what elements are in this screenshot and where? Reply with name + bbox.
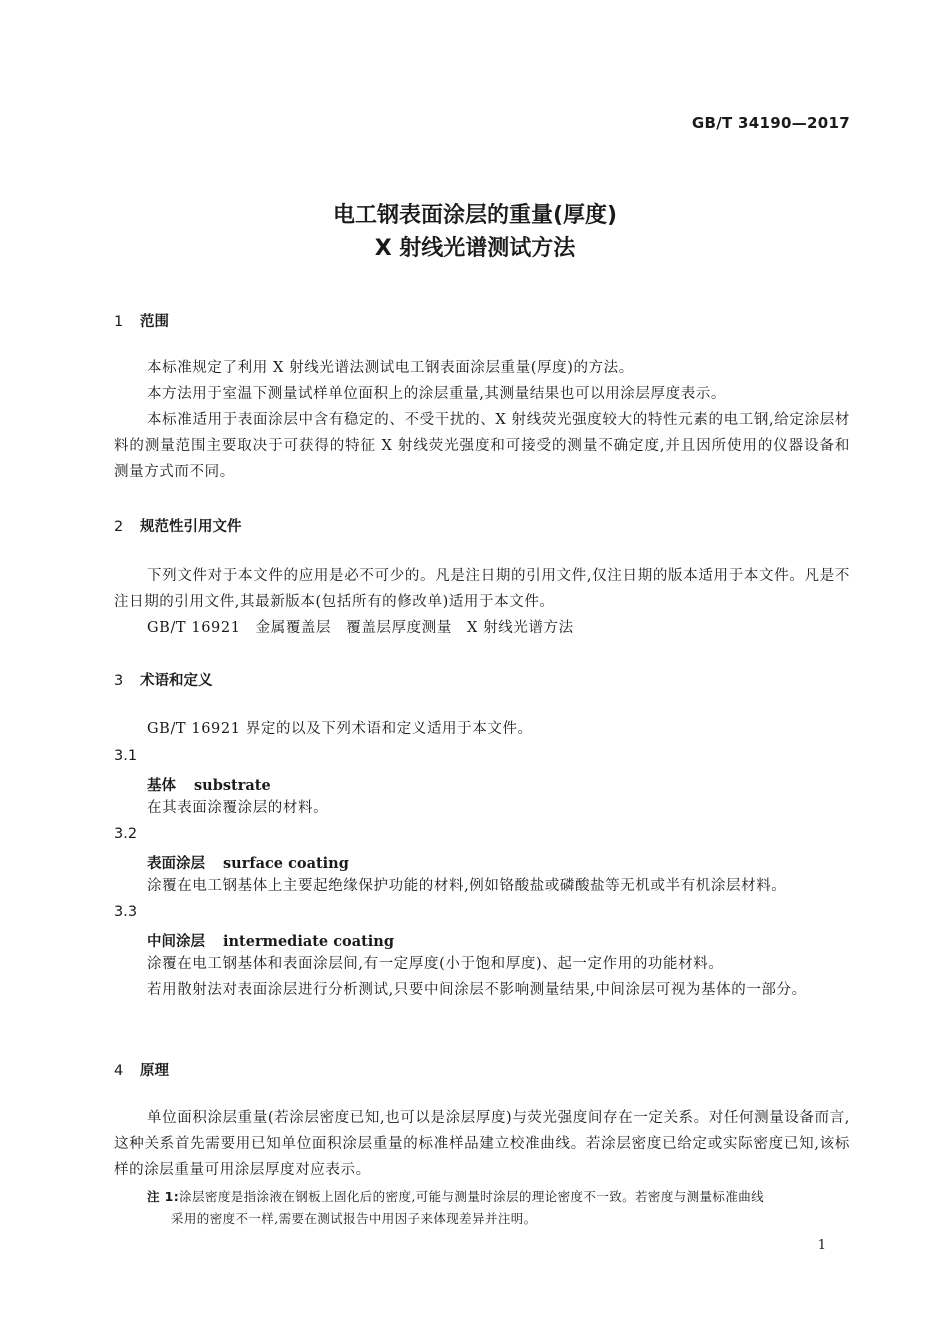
section-3-heading xyxy=(114,669,213,690)
note-label: 注 1: xyxy=(147,1189,180,1204)
paragraph: GB/T 16921 界定的以及下列术语和定义适用于本文件。 xyxy=(147,721,533,737)
section-2-heading xyxy=(114,515,242,536)
paragraph: 下列文件对于本文件的应用是必不可少的。凡是注日期的引用文件,仅注日期的版本适用于本文件。凡是不注日期的引用文件,其最新版本(包括所有的修改单)适用于本文件。 xyxy=(114,568,850,610)
section-number: 3 xyxy=(114,673,124,689)
section-1-heading xyxy=(114,310,169,331)
page-number: 1 xyxy=(817,1238,826,1253)
section-number: 4 xyxy=(114,1063,124,1079)
term-en: surface coating xyxy=(223,855,349,872)
normative-reference: GB/T 16921 金属覆盖层 覆盖层厚度测量 X 射线光谱方法 xyxy=(147,620,574,636)
term-en: intermediate coating xyxy=(223,933,394,950)
term-heading xyxy=(147,852,349,873)
section-4-heading xyxy=(114,1059,169,1080)
term-definition: 涂覆在电工钢基体和表面涂层间,有一定厚度(小于饱和厚度)、起一定作用的功能材料。 xyxy=(147,956,724,972)
document-title-line2: X 射线光谱测试方法 xyxy=(374,236,576,261)
term-zh: 基体 xyxy=(147,778,176,794)
term-en: substrate xyxy=(194,777,271,794)
term-definition: 在其表面涂覆涂层的材料。 xyxy=(147,800,329,816)
note-text-continued: 采用的密度不一样,需要在测试报告中用因子来体现差异并注明。 xyxy=(171,1211,537,1226)
paragraph: 本方法用于室温下测量试样单位面积上的涂层重量,其测量结果也可以用涂层厚度表示。 xyxy=(147,386,727,402)
term-definition: 涂覆在电工钢基体上主要起绝缘保护功能的材料,例如铬酸盐或磷酸盐等无机或半有机涂层材料。 xyxy=(147,878,787,894)
paragraph: 若用散射法对表面涂层进行分析测试,只要中间涂层不影响测量结果,中间涂层可视为基体的一部分。 xyxy=(147,982,807,998)
term-number: 3.1 xyxy=(114,748,138,764)
term-heading xyxy=(147,930,394,951)
term-zh: 表面涂层 xyxy=(147,856,205,872)
section-number: 1 xyxy=(114,314,124,330)
note xyxy=(147,1186,850,1230)
paragraph: 单位面积涂层重量(若涂层密度已知,也可以是涂层厚度)与荧光强度间存在一定关系。对任何测量设备而言,这种关系首先需要用已知单位面积涂层重量的标准样品建立校准曲线。若涂层密度已给定或实际密度已知,该标样的涂层重量可用涂层厚度对应表示。 xyxy=(114,1110,850,1178)
section-title: 规范性引用文件 xyxy=(140,519,242,535)
document-title-line1: 电工钢表面涂层的重量(厚度) xyxy=(332,203,618,228)
section-title: 术语和定义 xyxy=(140,673,213,689)
term-number: 3.3 xyxy=(114,904,138,920)
term-number: 3.2 xyxy=(114,826,138,842)
standard-number: GB/T 34190—2017 xyxy=(691,114,850,132)
section-number: 2 xyxy=(114,519,124,535)
section-title: 原理 xyxy=(140,1063,169,1079)
section-title: 范围 xyxy=(140,314,169,330)
note-text: 涂层密度是指涂液在钢板上固化后的密度,可能与测量时涂层的理论密度不一致。若密度与测量标准曲线 xyxy=(179,1189,765,1204)
term-zh: 中间涂层 xyxy=(147,934,205,950)
paragraph: 本标准规定了利用 X 射线光谱法测试电工钢表面涂层重量(厚度)的方法。 xyxy=(147,360,634,376)
term-heading xyxy=(147,774,271,795)
paragraph: 本标准适用于表面涂层中含有稳定的、不受干扰的、X 射线荧光强度较大的特性元素的电工钢,给定涂层材料的测量范围主要取决于可获得的特征 X 射线荧光强度和可接受的测量不确定度,并且因所使用的仪器设备和测量方式而不同。 xyxy=(114,412,850,480)
